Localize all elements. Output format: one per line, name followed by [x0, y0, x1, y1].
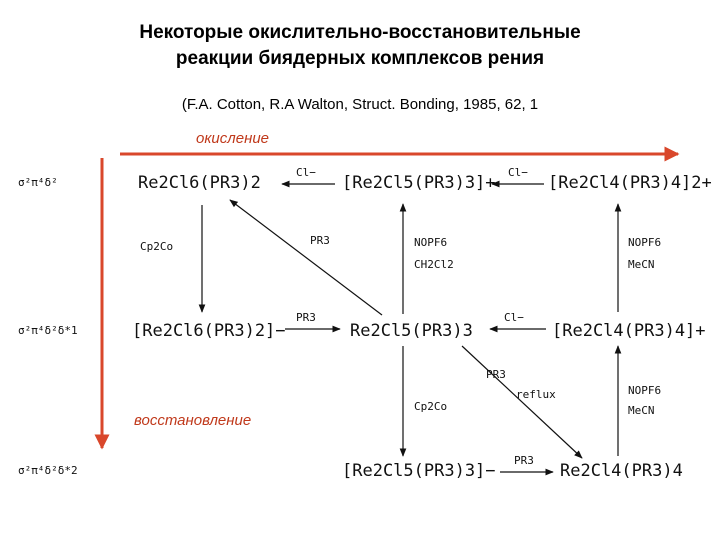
config-row2: σ²π⁴δ²δ*1 [18, 324, 78, 337]
oxidation-label: окисление [196, 130, 270, 147]
compound-r2c2: Re2Cl5(PR3)3 [350, 321, 473, 341]
reagent-cl-top-right: Cl− [508, 166, 528, 179]
arrow-r2c2-r3c3-diagonal [462, 346, 582, 458]
compound-r1c3: [Re2Cl4(PR3)4]2+ [548, 173, 712, 193]
compound-r1c1: Re2Cl6(PR3)2 [138, 173, 261, 193]
reagent-pr3-mid: PR3 [296, 311, 316, 324]
reagent-reflux: reflux [516, 388, 556, 401]
reagent-nopf6-3: NOPF6 [628, 384, 662, 397]
reagent-pr3-bottom: PR3 [514, 454, 534, 467]
reagent-mecn-2: MeCN [628, 404, 655, 417]
compound-r3c3: Re2Cl4(PR3)4 [560, 461, 683, 481]
compound-r2c3: [Re2Cl4(PR3)4]+ [552, 321, 706, 341]
reduction-label: восстановление [134, 412, 252, 429]
reagent-cl-mid: Cl− [504, 311, 524, 324]
reference: (F.A. Cotton, R.A Walton, Struct. Bonding, 1985, 62, 1 [181, 96, 539, 113]
compound-r1c2: [Re2Cl5(PR3)3]+ [342, 173, 496, 193]
reagent-cp2co-left: Cp2Co [140, 240, 174, 253]
reagent-pr3-reflux: PR3 [486, 368, 506, 381]
config-row1: σ²π⁴δ² [18, 176, 58, 189]
reagent-ch2cl2: CH2Cl2 [414, 258, 454, 271]
title-line-2: реакции биядерных комплексов рения [175, 48, 545, 69]
compound-r3c2: [Re2Cl5(PR3)3]− [342, 461, 496, 481]
config-row3: σ²π⁴δ²δ*2 [18, 464, 78, 477]
reagent-mecn-1: MeCN [628, 258, 655, 271]
reagent-nopf6-1: NOPF6 [414, 236, 448, 249]
reagent-cl-top-left: Cl− [296, 166, 316, 179]
arrow-r1c1-r2c2-diagonal [230, 200, 382, 315]
title-line-1: Некоторые окислительно-восстановительные [139, 22, 581, 43]
reagent-cp2co-center: Cp2Co [414, 400, 448, 413]
compound-r2c1: [Re2Cl6(PR3)2]− [132, 321, 286, 341]
reagent-nopf6-2: NOPF6 [628, 236, 662, 249]
reagent-pr3-diag: PR3 [310, 234, 330, 247]
